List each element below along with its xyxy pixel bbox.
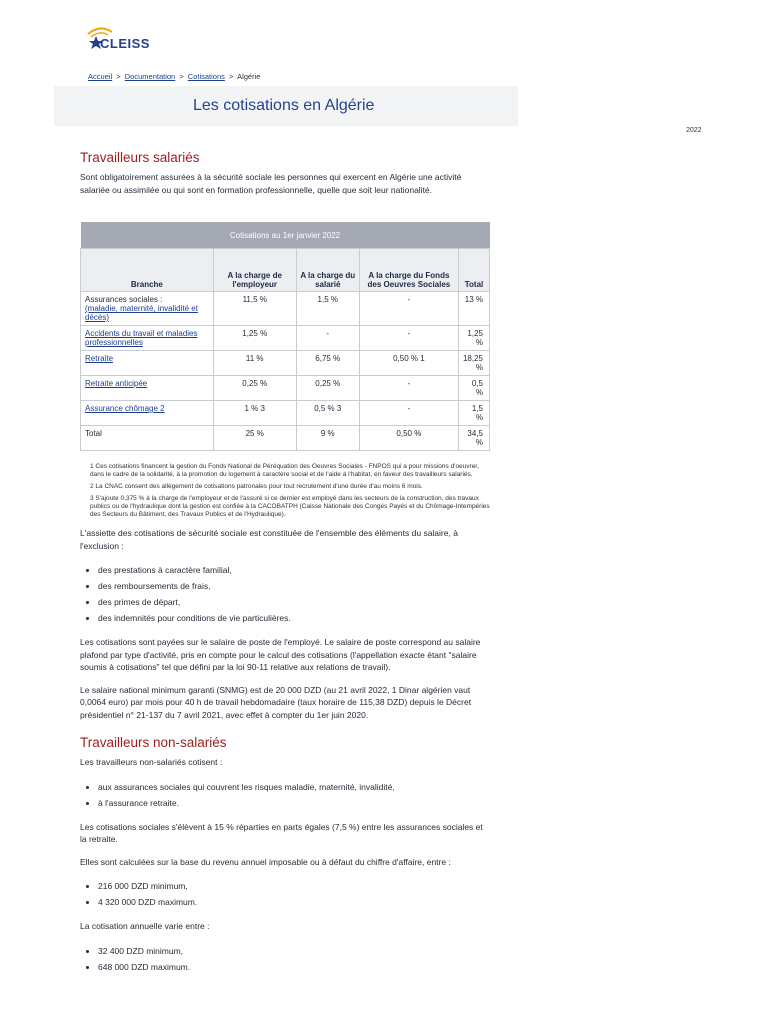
branch-cell (81, 326, 214, 351)
employer-cell: 1 % 3 (213, 401, 296, 426)
branch-cell (81, 401, 214, 426)
salaried-intro: Sont obligatoirement assurées à la sécurité sociale les personnes qui exercent en Algérie une activité salariée ou assimilée ou qui sont en formation professionnelle, quelle que soit leur nationalité. (80, 172, 462, 195)
employee-cell: 0,5 % 3 (296, 401, 359, 426)
exclusions-list (80, 562, 490, 626)
table-row (81, 292, 490, 326)
total-cell: 34,5 % (458, 426, 489, 451)
table-caption (81, 222, 490, 249)
employee-cell: 0,25 % (296, 376, 359, 401)
table-row (81, 351, 490, 376)
total-cell: 1,25 % (458, 326, 489, 351)
section-heading-salaried: Travailleurs salariés (80, 150, 200, 165)
employer-cell: 25 % (213, 426, 296, 451)
annual-list (80, 943, 490, 975)
branch-cell (81, 376, 214, 401)
col-header-employer: A la charge de l'employeur (213, 249, 296, 292)
employer-cell: 0,25 % (213, 376, 296, 401)
fund-cell: 0,50 % (359, 426, 458, 451)
footnote-2: 2 La CNAC consent des allègement de cotisations patronales pour tout recrutement d'une durée d'au moins 6 mois. (90, 483, 423, 490)
breadcrumb-documentation[interactable]: Documentation (124, 72, 176, 81)
rate-text: Les cotisations sociales s'élèvent à 15 % réparties en parts égales (7,5 %) entre les assurances sociales et la retraite. (80, 821, 483, 844)
employer-cell: 11,5 % (213, 292, 296, 326)
col-header-fund: A la charge du Fonds des Oeuvres Sociales (359, 249, 458, 292)
fund-cell: 0,50 % 1 (359, 351, 458, 376)
fund-cell: - (359, 326, 458, 351)
footnote-1: 1 Ces cotisations financent la gestion du Fonds National de Péréquation des Oeuvres Sociales - FNPOS qui a pour missions d'oeuvrer, dans le cadre de la solidarité, à la promotion du logement à caractère social et de l'aide à l'habitat, en faveur des travailleurs salariés. (90, 463, 479, 478)
salary-post-text: Les cotisations sont payées sur le salaire de poste de l'employé. Le salaire de poste correspond au salaire plafond par type d'activité, pris en compte pour le calcul des cotisations (l'appellation exacte étant "salaire soumis à cotisations" tel que défini par la loi 90-11 relative aux relations de travail). (80, 637, 481, 672)
annual-text: La cotisation annuelle varie entre : (80, 921, 210, 931)
table-row (81, 326, 490, 351)
non-salaried-intro: Les travailleurs non-salariés cotisent : (80, 757, 223, 767)
employee-cell: 1,5 % (296, 292, 359, 326)
breadcrumb-cotisations[interactable]: Cotisations (187, 72, 225, 81)
list-item: • des remboursements de frais, (98, 578, 490, 594)
fund-cell: - (359, 376, 458, 401)
list-item: • aux assurances sociales qui couvrent les risques maladie, maternité, invalidité, (98, 779, 490, 795)
branch-label: Assurances sociales : (85, 295, 163, 304)
footnote-3: 3 S'ajoute 0,375 % à la charge de l'employeur et de l'assuré si ce dernier est employé dans les secteurs de la construction, des travaux publics ou de l'hydraulique dont la gestion est confiée à la CACOBATPH (Caisse Nationale des Congés Payés et du Chômage-Intempéries des Secteurs du Bâtiment, des Travaux Publics et de l'Hydraulique). (90, 495, 490, 518)
list-item: • à l'assurance retraite. (98, 795, 490, 811)
breadcrumb-accueil[interactable]: Accueil (88, 72, 113, 81)
footnotes (80, 463, 490, 519)
logo-text[interactable]: CLEISS (100, 36, 150, 51)
breadcrumb-separator: > (116, 72, 121, 81)
list-item: • 648 000 DZD maximum. (98, 959, 490, 975)
employer-cell: 11 % (213, 351, 296, 376)
employer-cell: 1,25 % (213, 326, 296, 351)
total-cell: 18,25 % (458, 351, 489, 376)
branch-link[interactable]: Retraite (85, 354, 114, 363)
main-content (80, 150, 490, 985)
list-item: • 216 000 DZD minimum, (98, 878, 490, 894)
snmg-text: Le salaire national minimum garanti (SNMG) est de 20 000 DZD (au 21 avril 2022, 1 Dinar algérien vaut 0,0064 euro) par mois pour 40 h de travail hebdomadaire (taux horaire de 115,38 DZD) depuis le Décret présidentiel n° 21-137 du 7 avril 2021, avec effet à compter du 1er juin 2020. (80, 684, 472, 720)
branch-link[interactable]: (maladie, maternité, invalidité et décès) (85, 304, 198, 322)
breadcrumb-current: Algérie (237, 72, 261, 81)
breadcrumb (88, 72, 260, 81)
total-cell: 0,5 % (458, 376, 489, 401)
branch-link[interactable]: Retraite anticipée (85, 379, 148, 388)
base-text: Elles sont calculées sur la base du revenu annuel imposable ou à défaut du chiffre d'affaire, entre : (80, 856, 451, 867)
year-label: 2022 (686, 127, 702, 134)
employee-cell: 6,75 % (296, 351, 359, 376)
list-item: • 4 320 000 DZD maximum. (98, 894, 490, 910)
table-row-total (81, 426, 490, 451)
fund-cell: - (359, 292, 458, 326)
assiette-text: L'assiette des cotisations de sécurité sociale est constituée de l'ensemble des éléments du salaire, à l'exclusion : (80, 528, 458, 551)
table-row (81, 401, 490, 426)
base-list (80, 878, 490, 910)
table-row (81, 376, 490, 401)
contributions-table-wrap (80, 206, 490, 463)
branch-cell: Total (81, 426, 214, 451)
section-heading-non-salaried: Travailleurs non-salariés (80, 735, 227, 750)
col-header-employee: A la charge du salarié (296, 249, 359, 292)
list-item: • 32 400 DZD minimum, (98, 943, 490, 959)
non-salaried-list (80, 779, 490, 811)
branch-link[interactable]: Assurance chômage 2 (85, 404, 165, 413)
total-cell: 1,5 % (458, 401, 489, 426)
col-header-total: Total (458, 249, 489, 292)
list-item: • des prestations à caractère familial, (98, 562, 490, 578)
page-title: Les cotisations en Algérie (193, 97, 375, 114)
list-item: • des indemnités pour conditions de vie particulières. (98, 610, 490, 626)
employee-cell: - (296, 326, 359, 351)
employee-cell: 9 % (296, 426, 359, 451)
fund-cell: - (359, 401, 458, 426)
branch-link[interactable]: Accidents du travail et maladies professionnelles (85, 329, 198, 347)
table-caption-text: Cotisations au 1er janvier 2022 (229, 230, 341, 240)
breadcrumb-separator: > (229, 72, 234, 81)
branch-cell (81, 292, 214, 326)
contributions-table (80, 222, 490, 451)
col-header-branch: Branche (81, 249, 214, 292)
total-cell: 13 % (458, 292, 489, 326)
breadcrumb-separator: > (179, 72, 184, 81)
branch-cell (81, 351, 214, 376)
list-item: • des primes de départ, (98, 594, 490, 610)
